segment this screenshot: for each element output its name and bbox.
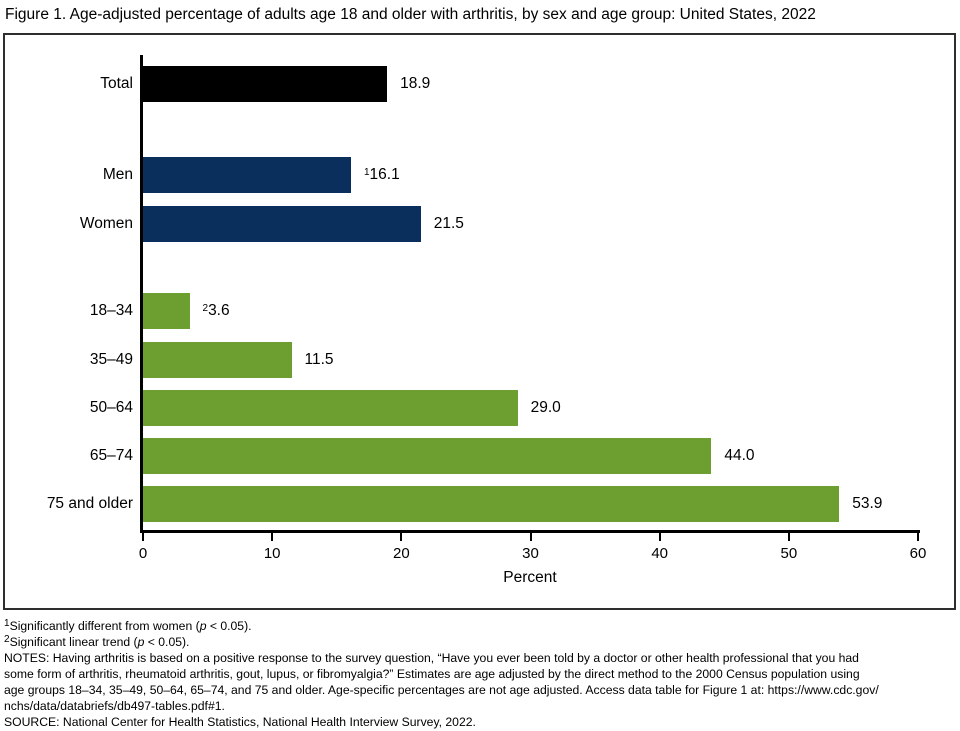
x-axis-title: Percent bbox=[503, 569, 557, 586]
footnote-marker: 2 bbox=[202, 303, 209, 314]
value-label-18-34: $^2$3.6 bbox=[202, 302, 230, 319]
bar-total bbox=[143, 66, 387, 102]
value-label-65-74: 44.0 bbox=[724, 447, 755, 464]
bar-women bbox=[143, 206, 421, 242]
x-tick-label-50: 50 bbox=[780, 545, 798, 562]
bar-75-and-older bbox=[143, 486, 839, 522]
bar-50-64 bbox=[143, 390, 518, 426]
category-label-women: Women bbox=[79, 215, 133, 232]
footnote-line-7: SOURCE: National Center for Health Statistics, National Health Interview Survey, 2022. bbox=[4, 715, 476, 729]
figure-title: Figure 1. Age-adjusted percentage of adults age 18 and older with arthritis, by sex and age group: United States, 2022 bbox=[5, 6, 816, 23]
x-tick-10 bbox=[271, 533, 273, 541]
footnote-line-3: NOTES: Having arthritis is based on a positive response to the survey question, “Have you ever been told by a doctor or other health professional that you had bbox=[4, 651, 859, 665]
footnote-marker: 1 bbox=[363, 167, 370, 178]
x-tick-label-20: 20 bbox=[392, 545, 410, 562]
x-tick-label-40: 40 bbox=[651, 545, 668, 562]
x-tick-20 bbox=[400, 533, 402, 541]
x-tick-label-30: 30 bbox=[522, 545, 539, 562]
value-label-50-64: 29.0 bbox=[530, 399, 561, 416]
x-tick-label-60: 60 bbox=[909, 545, 927, 562]
x-tick-label-10: 10 bbox=[263, 545, 281, 562]
x-tick-30 bbox=[530, 533, 532, 541]
category-label-18-34: 18–34 bbox=[89, 302, 133, 319]
bar-35-49 bbox=[143, 342, 292, 378]
value-label-women: 21.5 bbox=[433, 215, 464, 232]
category-label-65-74: 65–74 bbox=[89, 447, 133, 464]
category-label-35-49: 35–49 bbox=[89, 351, 133, 368]
x-tick-50 bbox=[788, 533, 790, 541]
bar-chart bbox=[5, 35, 954, 608]
y-axis-line bbox=[140, 55, 143, 533]
category-label-men: Men bbox=[102, 166, 133, 183]
x-tick-label-0: 0 bbox=[138, 545, 148, 562]
footnote-line-2: $^2$Significant linear trend (p < 0.05). bbox=[4, 634, 190, 649]
chart-frame bbox=[3, 33, 956, 610]
x-tick-40 bbox=[659, 533, 661, 541]
footnotes bbox=[4, 618, 958, 730]
x-tick-0 bbox=[142, 533, 144, 541]
category-label-50-64: 50–64 bbox=[89, 399, 133, 416]
footnote-line-5: age groups 18–34, 35–49, 50–64, 65–74, and 75 and older. Age-specific percentages are not age adjusted. Access data table for Figure 1 at: https://www.cdc.gov/ bbox=[4, 683, 879, 697]
bar-men bbox=[143, 157, 351, 193]
x-tick-60 bbox=[917, 533, 919, 541]
footnote-line-1: $^1$Significantly different from women (p < 0.05). bbox=[4, 618, 252, 633]
value-label-75-and-older: 53.9 bbox=[852, 495, 883, 512]
category-label-total: Total bbox=[100, 75, 133, 92]
footnote-line-4: some form of arthritis, rheumatoid arthritis, gout, lupus, or fibromyalgia?” Estimates are age adjusted by the direct method to the 2000 Census population using bbox=[4, 667, 860, 681]
bar-18-34 bbox=[143, 293, 190, 329]
value-label-men: $^1$16.1 bbox=[363, 166, 400, 183]
value-label-35-49: 11.5 bbox=[304, 351, 334, 368]
footnote-line-6: nchs/data/databriefs/db497-tables.pdf#1. bbox=[4, 699, 225, 713]
value-label-total: 18.9 bbox=[400, 75, 431, 92]
bar-65-74 bbox=[143, 438, 711, 474]
category-label-75-and-older: 75 and older bbox=[46, 495, 133, 512]
